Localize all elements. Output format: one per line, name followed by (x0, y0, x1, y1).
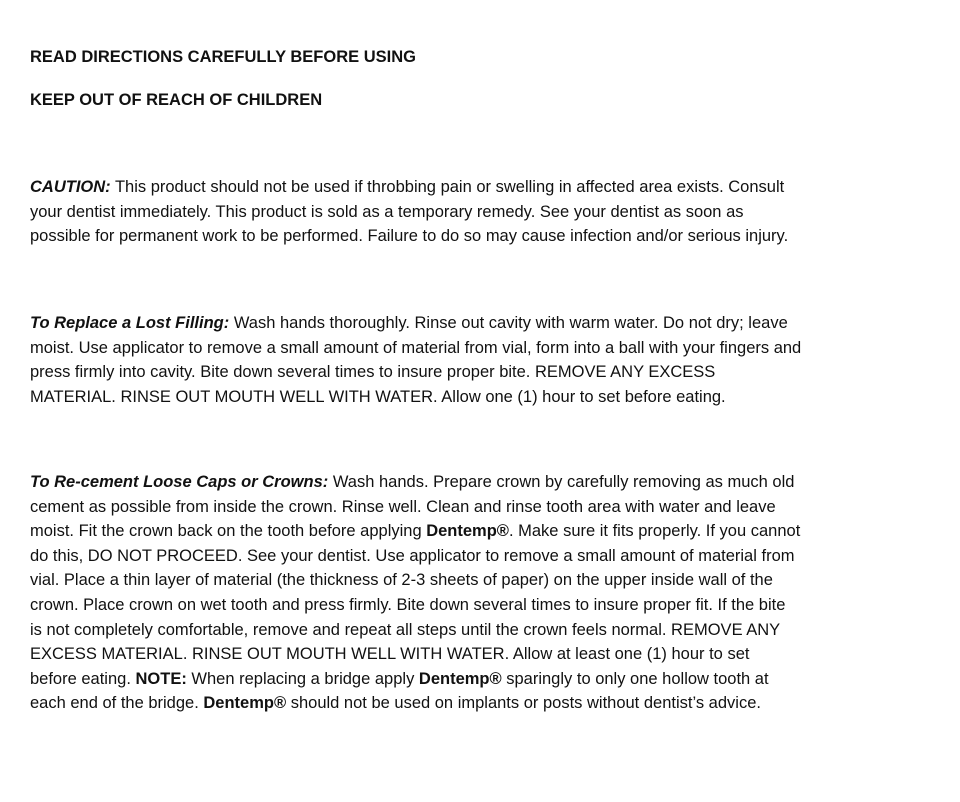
crowns-line-4: do this, DO NOT PROCEED. See your dentist. Use applicator to remove a small amount of material from (30, 546, 795, 565)
crowns-line-5: vial. Place a thin layer of material (the thickness of 2-3 sheets of paper) on the upper inside wall of the (30, 571, 773, 590)
heading-read-directions: READ DIRECTIONS CAREFULLY BEFORE USING (30, 48, 416, 66)
caution-text-1: This product should not be used if throbbing pain or swelling in affected area exists. Consult (110, 178, 785, 196)
caution-line-2: your dentist immediately. This product is sold as a temporary remedy. See your dentist as soon as (30, 202, 744, 221)
filling-line-4: MATERIAL. RINSE OUT MOUTH WELL WITH WATER. Allow one (1) hour to set before eating. (30, 387, 726, 406)
brand-name: Dentemp® (418, 669, 502, 688)
crowns-text-3b: . Make sure it fits properly. If you cannot (508, 522, 801, 541)
crowns-text-9a: before eating. (30, 669, 136, 688)
crowns-line-10 (30, 691, 930, 716)
filling-line-3: press firmly into cavity. Bite down several times to insure proper bite. REMOVE ANY EXCESS (30, 363, 716, 382)
brand-name: Dentemp® (203, 694, 287, 713)
replace-filling-paragraph (30, 311, 930, 409)
crowns-line-1 (30, 470, 930, 495)
crowns-line-9 (30, 667, 930, 692)
crowns-text-9c: sparingly to only one hollow tooth at (501, 669, 769, 688)
crowns-line-7: is not completely comfortable, remove and repeat all steps until the crown feels normal. REMOVE ANY (30, 620, 781, 639)
filling-line-1 (30, 311, 930, 336)
caution-lead: CAUTION: (30, 178, 111, 196)
heading-keep-out-of-reach: KEEP OUT OF REACH OF CHILDREN (30, 91, 323, 109)
filling-text-1: Wash hands thoroughly. Rinse out cavity with warm water. Do not dry; leave (229, 314, 788, 332)
crowns-text-1: Wash hands. Prepare crown by carefully removing as much old (328, 473, 795, 491)
filling-lead: To Replace a Lost Filling: (30, 314, 230, 332)
brand-name: Dentemp® (426, 522, 509, 541)
crowns-text-10b: should not be used on implants or posts without dentist’s advice. (286, 694, 761, 713)
crowns-lead: To Re-cement Loose Caps or Crowns: (30, 473, 329, 491)
crowns-line-2: cement as possible from inside the crown. Rinse well. Clean and rinse tooth area with water and leave (30, 497, 776, 516)
recement-crowns-paragraph (30, 470, 930, 716)
note-label: NOTE: (135, 669, 187, 688)
caution-paragraph (30, 175, 930, 249)
crowns-line-8: EXCESS MATERIAL. RINSE OUT MOUTH WELL WITH WATER. Allow at least one (1) hour to set (30, 645, 750, 664)
crowns-text-3a: moist. Fit the crown back on the tooth before applying (30, 522, 427, 541)
crowns-line-6: crown. Place crown on wet tooth and press firmly. Bite down several times to insure proper fit. If the bite (30, 595, 786, 614)
caution-line-3: possible for permanent work to be performed. Failure to do so may cause infection and/or serious injury. (30, 227, 789, 246)
crowns-line-3 (30, 519, 930, 544)
filling-line-2: moist. Use applicator to remove a small amount of material from vial, form into a ball with your fingers and (30, 338, 802, 357)
caution-line-1 (30, 175, 930, 200)
crowns-text-10a: each end of the bridge. (30, 694, 204, 713)
crowns-text-9b: When replacing a bridge apply (186, 669, 419, 688)
